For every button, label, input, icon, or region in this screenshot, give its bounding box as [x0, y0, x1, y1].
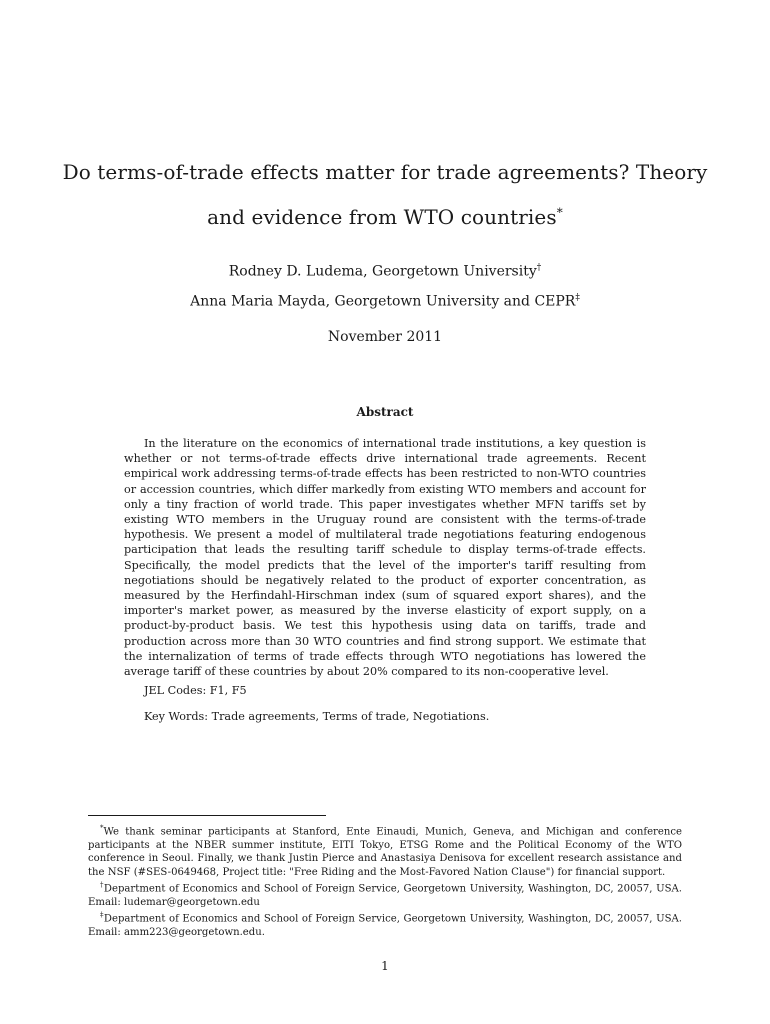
author-1-footnote-mark: † — [536, 263, 542, 273]
author-2 — [0, 293, 770, 310]
footnote-author-1 — [88, 879, 682, 909]
paper-title-line-1 — [0, 160, 770, 184]
footnote-acknowledgements — [88, 822, 682, 879]
footnote-text: Department of Economics and School of Foreign Service, Georgetown University, Washington, DC, 20057, USA. Email: ludemar@georgetown.edu — [88, 883, 683, 908]
title-text-2: and evidence from WTO countries — [207, 205, 557, 229]
footnote-divider — [88, 815, 326, 816]
paper-date: November 2011 — [327, 329, 443, 345]
jel-codes: JEL Codes: F1, F5 — [144, 684, 247, 697]
author-1-name: Rodney D. Ludema, Georgetown University — [228, 263, 537, 280]
abstract-text: In the literature on the economics of international trade institutions, a key question is whether or not terms-of-trade effects drive international trade agreements. Recent empirical work addressing terms-of-trade effects has been restricted to non-WTO countries or accession countries, which differ markedly from existing WTO members and account for only a tiny fraction of world trade. This paper investigates whether MFN tariffs set by existing WTO members in the Uruguay round are consistent with the terms-of-trade hypothesis. We present a model of multilateral trade negotiations featuring endogenous participation that leads the resulting tariff schedule to display terms-of-trade effects. Specifically, the model predicts that the level of the importer's tariff resulting from negotiations should be negatively related to the product of exporter concentration, as measured by the Herfindahl-Hirschman index (sum of squared export shares), and the importer's market power, as measured by the inverse elasticity of export supply, on a product-by-product basis. We test this hypothesis using data on tariffs, trade and production across more than 30 WTO countries and find strong support. We estimate that the internalization of terms of trade effects through WTO negotiations has lowered the average tariff of these countries by about 20% compared to its non-cooperative level. — [124, 437, 646, 679]
footnote-text: Department of Economics and School of Foreign Service, Georgetown University, Washington, DC, 20057, USA. Email: amm223@georgetown.edu. — [88, 913, 683, 938]
footnote-text: We thank seminar participants at Stanford, Ente Einaudi, Munich, Geneva, and Michigan and conference participants at the NBER summer institute, EITI Tokyo, ETSG Rome and the Political Economy of the WTO conference in Seoul. Finally, we thank Justin Pierce and Anastasiya Denisova for excellent research assistance and the NSF (#SES-0649468, Project title: "Free Riding and the Most-Favored Nation Clause") for financial support. — [88, 826, 682, 878]
author-1 — [0, 263, 770, 280]
abstract-heading: Abstract — [356, 405, 414, 419]
key-words: Key Words: Trade agreements, Terms of trade, Negotiations. — [144, 710, 490, 723]
paper-title-line-2 — [0, 205, 770, 229]
title-text-1: Do terms-of-trade effects matter for trade agreements? Theory — [62, 160, 708, 184]
author-2-footnote-mark: ‡ — [575, 293, 580, 303]
footnotes — [88, 822, 682, 939]
title-footnote-mark: * — [556, 205, 563, 220]
footnote-mark: † — [100, 880, 104, 889]
footnote-mark: ‡ — [100, 911, 104, 920]
page-number: 1 — [381, 959, 389, 973]
footnote-mark: * — [100, 824, 104, 832]
author-2-name: Anna Maria Mayda, Georgetown University and CEPR — [190, 293, 576, 310]
footnote-author-2 — [88, 909, 682, 939]
